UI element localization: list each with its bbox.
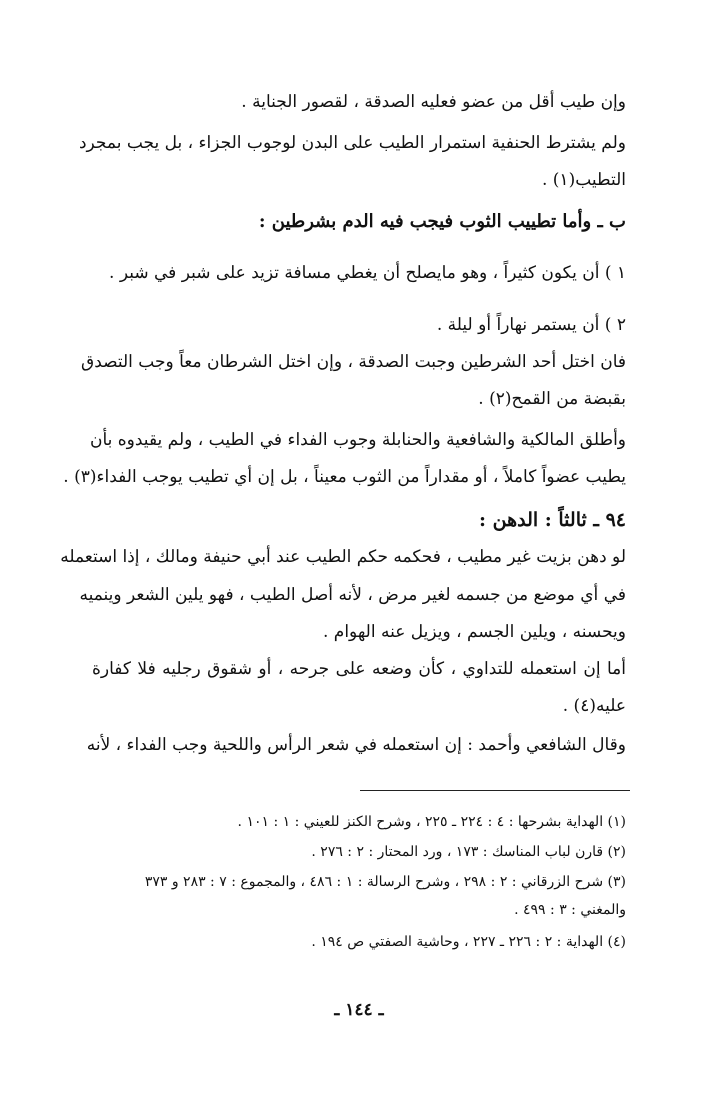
body-line: يطيب عضواً كاملاً ، أو مقداراً من الثوب معيناً ، بل إن أي تطيب يوجب الفداء(٣) . bbox=[63, 467, 626, 487]
footnote-divider bbox=[360, 790, 630, 791]
body-line: فان اختل أحد الشرطين وجبت الصدقة ، وإن اختل الشرطان معاً وجب التصدق bbox=[81, 352, 626, 372]
footnote: والمغني : ٣ : ٤٩٩ . bbox=[514, 902, 626, 918]
body-line: ويحسنه ، ويلين الجسم ، ويزيل عنه الهوام . bbox=[322, 622, 626, 642]
body-line: بقبضة من القمح(٢) . bbox=[478, 389, 626, 409]
body-line: وإن طيب أقل من عضو فعليه الصدقة ، لقصور الجناية . bbox=[241, 92, 626, 112]
body-line: وأطلق المالكية والشافعية والحنابلة وجوب الفداء في الطيب ، ولم يقيدوه بأن bbox=[89, 430, 626, 450]
list-item: ١ ) أن يكون كثيراً ، وهو مايصلح أن يغطي مسافة تزيد على شبر في شبر . bbox=[109, 263, 626, 283]
footnote: (٢) قارن لباب المناسك : ١٧٣ ، ورد المحتار : ٢ : ٢٧٦ . bbox=[311, 844, 626, 860]
body-line: لو دهن بزيت غير مطيب ، فحكمه حكم الطيب عند أبي حنيفة ومالك ، إذا استعمله bbox=[60, 547, 626, 567]
footnote: (١) الهداية بشرحها : ٤ : ٢٢٤ ـ ٢٢٥ ، وشرح الكنز للعيني : ١ : ١٠١ . bbox=[237, 814, 626, 830]
body-line: أما إن استعمله للتداوي ، كأن وضعه على جرحه ، أو شقوق رجليه فلا كفارة bbox=[92, 659, 626, 679]
body-line: عليه(٤) . bbox=[562, 696, 626, 716]
footnote: (٣) شرح الزرقاني : ٢ : ٢٩٨ ، وشرح الرسالة : ١ : ٤٨٦ ، والمجموع : ٧ : ٢٨٣ و ٣٧٣ bbox=[144, 874, 626, 890]
footnote: (٤) الهداية : ٢ : ٢٢٦ ـ ٢٢٧ ، وحاشية الصفتي ص ١٩٤ . bbox=[311, 934, 626, 950]
section-heading: ٩٤ ـ ثالثاً : الدهن : bbox=[478, 509, 626, 531]
body-line: وقال الشافعي وأحمد : إن استعمله في شعر الرأس واللحية وجب الفداء ، لأنه bbox=[86, 735, 626, 755]
page-number: ـ ١٤٤ ـ bbox=[334, 1000, 384, 1020]
body-line: في أي موضع من جسمه لغير مرض ، لأنه أصل الطيب ، فهو يلين الشعر وينميه bbox=[79, 585, 626, 605]
body-line: ولم يشترط الحنفية استمرار الطيب على البدن لوجوب الجزاء ، بل يجب بمجرد bbox=[78, 133, 626, 153]
body-line: التطيب(١) . bbox=[541, 170, 626, 190]
list-item: ٢ ) أن يستمر نهاراً أو ليلة . bbox=[436, 315, 626, 335]
subsection-heading: ب ـ وأما تطييب الثوب فيجب فيه الدم بشرطين : bbox=[258, 211, 626, 232]
